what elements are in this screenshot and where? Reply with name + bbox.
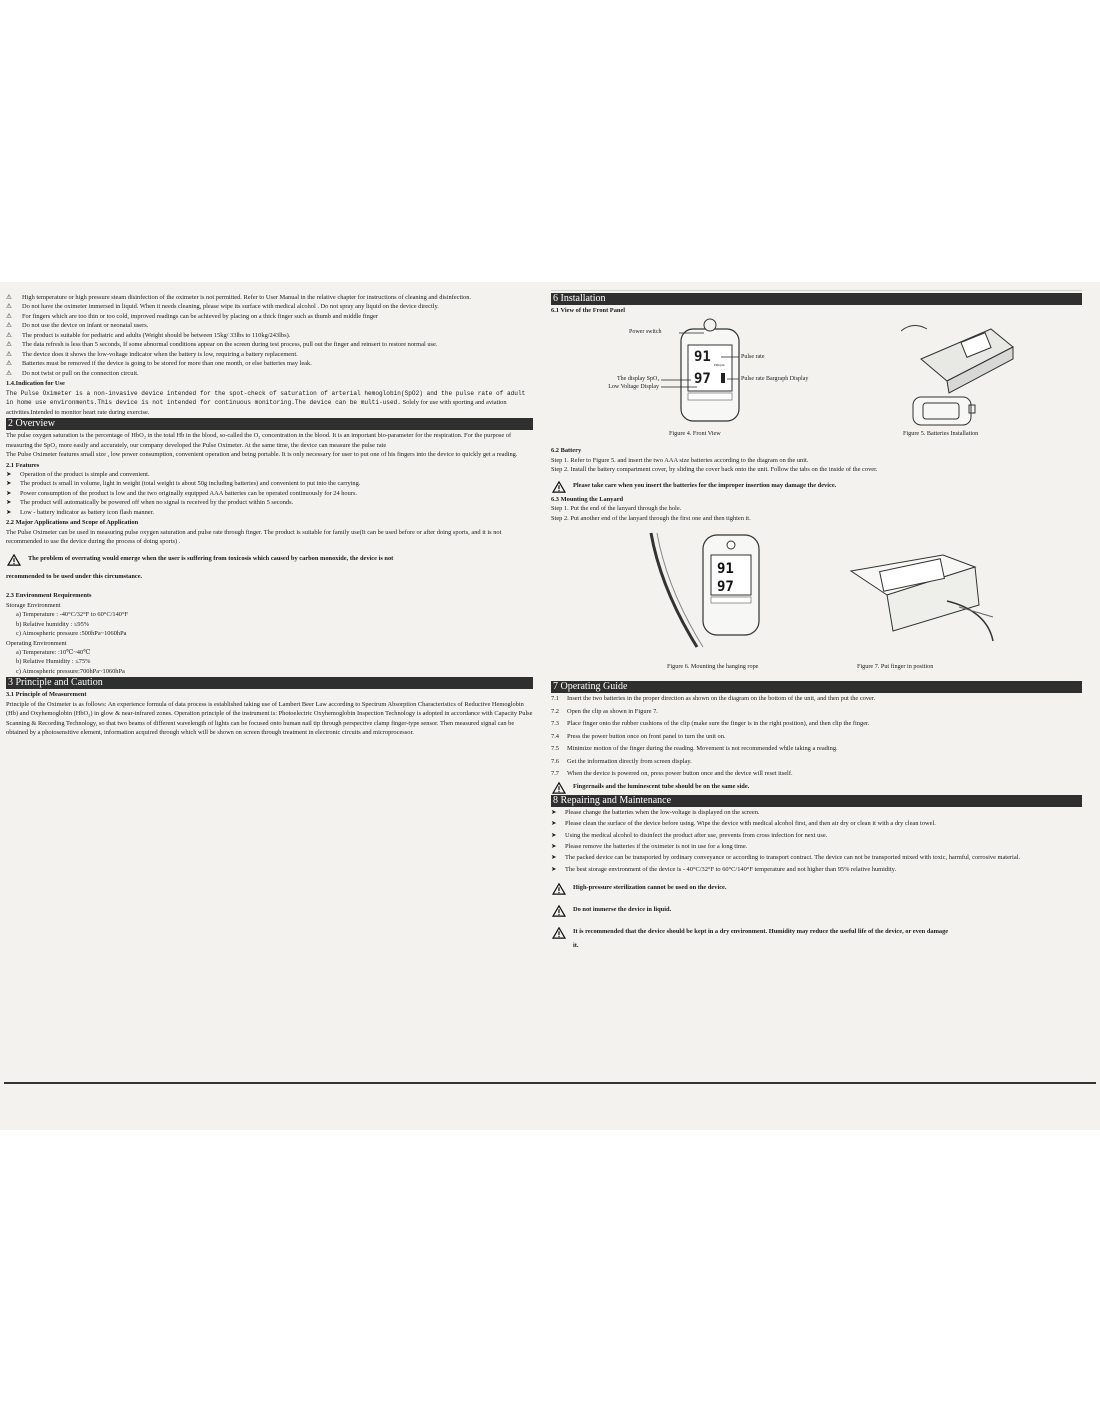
caution-item <box>6 340 533 349</box>
sterilization-warning-text: High-pressure sterilization cannot be used on the device. <box>573 884 727 892</box>
battery-step: Step 1. Refer to Figure 5. and insert the two AAA size batteries according to the diagram on the unit. <box>551 456 809 464</box>
indication-body: The Pulse Oximeter is a non-invasive device intended for the spot-check of saturation of arterial hemoglobin(SpO2) and the pulse rate of adult in home use environments.This device is not intended for continuous monitoring.The device can be multi-used. <box>6 389 526 407</box>
operating-step-text: Place finger onto the rubber cushions of the clip (make sure the finger is in the right position), and then clip the finger. <box>567 720 870 728</box>
right-column <box>551 282 1082 951</box>
features-list <box>6 470 533 517</box>
feature-text: The product is small in volume, light in weight (total weight is about 50g including batteries) and convenient to put into the carrying. <box>20 480 361 488</box>
caution-icon: ⚠ <box>6 294 12 301</box>
operating-step-text: Open the clip as shown in Figure 7. <box>567 707 658 715</box>
caution-item-text: The device does it shows the low-voltage indicator when the battery is low, requiring a battery replacement. <box>22 350 298 358</box>
operating-step <box>551 694 1082 703</box>
operating-step-number: 7.6 <box>551 757 559 765</box>
figure-row-front-view <box>551 315 1082 445</box>
repair-item <box>551 853 1082 862</box>
feature-item <box>6 470 533 479</box>
section-title-overview: 2 Overview <box>6 418 533 430</box>
operating-env-item: b) Relative Humidity : ≤75% <box>16 658 91 666</box>
arrow-bullet-icon: ➤ <box>6 470 12 478</box>
warning-triangle-icon <box>551 927 567 939</box>
sterilization-warning <box>551 883 1082 895</box>
section-title-principle: 3 Principle and Caution <box>6 677 533 689</box>
screen-unit: PRbpm <box>714 363 725 368</box>
section-title-operating: 7 Operating Guide <box>551 681 1082 693</box>
bottom-rule <box>4 1082 1096 1084</box>
battery-warning <box>551 481 1082 493</box>
repair-item-text: The packed device can be transported by ordinary conveyance or according to transport contract. The device can not be transported mixed with toxic, harmful, corrosive material. <box>565 854 1021 862</box>
co-warning-line-2: recommended to be used under this circumstance. <box>6 572 143 580</box>
arrow-bullet-icon: ➤ <box>6 499 12 507</box>
feature-item <box>6 479 533 488</box>
caution-icon: ⚠ <box>6 322 12 330</box>
finger-in-position-diagram <box>847 541 997 651</box>
environment-heading: 2.3 Environment Requirements <box>6 592 92 600</box>
lanyard-step: Step 2. Put another end of the lanyard through the first one and then tighten it. <box>551 514 751 522</box>
caution-icon: ⚠ <box>6 350 12 358</box>
caution-item <box>6 293 533 302</box>
arrow-bullet-icon: ➤ <box>6 489 12 497</box>
arrow-bullet-icon: ➤ <box>551 842 557 850</box>
front-panel-heading: 6.1 View of the Front Panel <box>551 307 626 314</box>
feature-text: Power consumption of the product is low and the two originally equipped AAA batteries can be operated continuously for 24 hours. <box>20 489 358 497</box>
warning-triangle-icon <box>551 481 567 493</box>
repair-list <box>551 808 1082 875</box>
caution-icon: ⚠ <box>6 312 12 320</box>
feature-item <box>6 508 533 517</box>
arrow-bullet-icon: ➤ <box>551 865 557 873</box>
operating-env-item: a) Temperature: :10℃~40℃ <box>16 649 91 656</box>
arrow-bullet-icon: ➤ <box>551 808 557 816</box>
co-warning <box>6 554 533 566</box>
operating-step-number: 7.4 <box>551 732 559 740</box>
caution-item <box>6 302 533 311</box>
operating-step <box>551 769 1082 778</box>
battery-warning-text: Please take care when you insert the batteries for the improper insertion may damage the device. <box>573 481 837 489</box>
svg-text:97: 97 <box>717 579 734 596</box>
caution-item <box>6 350 533 359</box>
arrow-bullet-icon: ➤ <box>6 480 12 488</box>
operating-env-item: c) Atmospheric pressure:700hPa~1060hPa <box>16 667 125 675</box>
operating-step <box>551 757 1082 766</box>
storage-item: c) Atmospheric pressure :500hPa~1060hPa <box>16 630 127 638</box>
dry-environment-warning <box>551 927 1082 939</box>
left-column <box>6 282 533 738</box>
feature-text: Low - battery indicator as battery icon flash manner. <box>20 508 154 516</box>
arrow-bullet-icon: ➤ <box>551 854 557 862</box>
operating-step-number: 7.7 <box>551 770 559 778</box>
features-heading: 2.1 Features <box>6 461 40 469</box>
overview-paragraph-1: The pulse oxygen saturation is the percentage of HbO₂ in the total Hb in the blood, so-called the O₂ concentration in the blood. It is an important bio-parameter for the respiration. For the purpose of measuring the SpO₂ more easily and accurately, our company developed the Pulse Oximeter. At the same time, the device can measure the pulse rate <box>6 432 512 449</box>
caution-item-text: The data refresh is less than 5 seconds, If some abnormal conditions appear on the screen during test process, pull out the finger and reinsert to restore normal use. <box>22 341 438 349</box>
operating-step <box>551 707 1082 716</box>
caution-icon: ⚠ <box>6 360 12 368</box>
caution-item-text: Do not twist or pull on the connection circuit. <box>22 369 139 377</box>
repair-item-text: Please remove the batteries if the oximeter is not in use for a long time. <box>565 842 748 850</box>
operating-step <box>551 732 1082 741</box>
indication-text <box>6 389 533 417</box>
applications-heading: 2.2 Major Applications and Scope of Application <box>6 519 139 527</box>
repair-item <box>551 808 1082 817</box>
storage-item: b) Relative humidity : ≤95% <box>16 620 90 628</box>
operating-list <box>6 648 533 676</box>
applications-text: The Pulse Oximeter can be used in measuring pulse oxygen saturation and pulse rate through finger. The product is suitable for family use(It can be used before or after doing sports, and it is not recommended to use the device during the process of doing sports) . <box>6 528 502 546</box>
caution-item-text: Do not have the oximeter immersed in liquid. When it needs cleaning, please wipe its surface with medical alcohol . Do not spray any liquid on the device directly. <box>22 303 439 311</box>
warning-triangle-icon <box>551 782 567 794</box>
overview-paragraph-2: The Pulse Oximeter features small size , low power consumption, convenient operation and being portable. It is only necessary for user to put one of his fingers into the device to quickly get a reading. <box>6 451 518 459</box>
fingernail-warning <box>551 782 1082 794</box>
caution-list <box>6 293 533 378</box>
operating-step-text: When the device is powered on, press power button once and the device will reset itself. <box>567 770 793 778</box>
operating-step-number: 7.5 <box>551 745 559 753</box>
warning-triangle-icon <box>6 554 22 566</box>
measurement-text: Principle of the Oximeter is as follows: An experience formula of data process is established taking use of Lambert Beer Law according to Spectrum Absorption Characteristics of Reductive Hemoglobin (Hb) and Oxyhemoglobin (HbO₂) in glow & near-infrared zones. Operation principle of the instrument is: Photoelectric Oxyhemoglobin Inspection Technology is adopted in accordance with Capacity Pulse Scanning & Recording Technology, so that two beams of different wavelength of lights can be focused onto human nail tip through perspective clamp finger-type sensor. Then measured signal can be obtained by a photosensitive element, information acquired through which will be shown on screen through treatment in electronic circuits and microprocessor. <box>6 700 533 737</box>
lanyard-diagram <box>641 529 791 659</box>
measurement-heading: 3.1 Principle of Measurement <box>6 691 87 699</box>
storage-label: Storage Environment <box>6 601 61 609</box>
caution-icon: ⚠ <box>6 331 12 339</box>
figure-4-caption: Figure 4. Front View <box>669 430 721 438</box>
operating-step-number: 7.3 <box>551 720 559 728</box>
label-display-spo2: The display SpO₂ <box>617 376 660 383</box>
operating-step-text: Minimize motion of the finger during the reading. Movement is not recommended while taking a reading. <box>567 745 838 753</box>
lanyard-steps <box>551 504 1082 523</box>
screen-pr-value: 97 <box>694 371 711 388</box>
caution-item <box>6 312 533 321</box>
operating-step <box>551 719 1082 728</box>
label-low-voltage: Low Voltage Display <box>608 384 659 391</box>
figure-7-caption: Figure 7. Put finger in position <box>857 663 934 671</box>
repair-item-text: Please clean the surface of the device before using. Wipe the device with medical alcohol first, and then air dry or clean it with a dry clean towel. <box>565 820 936 828</box>
operating-step-text: Get the information directly from screen display. <box>567 757 692 765</box>
caution-item-text: For fingers which are too thin or too cold, improved readings can be achieved by placing on a thick finger such as thumb and middle finger <box>22 312 379 320</box>
battery-installation-diagram <box>901 319 1041 431</box>
battery-steps <box>551 456 1082 475</box>
lanyard-step: Step 1. Put the end of the lanyard through the hole. <box>551 505 682 513</box>
arrow-bullet-icon: ➤ <box>551 831 557 839</box>
caution-item-text: The product is suitable for pediatric and adults (Weight should be between 15kg/ 33lbs to 110kg/243lbs). <box>22 331 291 339</box>
scanned-sheet <box>0 282 1100 1130</box>
operating-step-number: 7.1 <box>551 695 559 703</box>
caution-item <box>6 359 533 368</box>
caution-item <box>6 331 533 340</box>
caution-icon: ⚠ <box>6 303 12 311</box>
figure-row-lanyard <box>551 523 1082 673</box>
caution-item <box>6 321 533 330</box>
repair-item-text: Using the medical alcohol to disinfect the product after use, prevents from cross infection for next use. <box>565 831 828 839</box>
caution-item <box>6 369 533 378</box>
operating-step-number: 7.2 <box>551 707 559 715</box>
immerse-warning-text: Do not immerse the device in liquid. <box>573 906 672 914</box>
caution-item-text: Batteries must be removed if the device is going to be stored for more than one month, or else batteries may leak. <box>22 360 312 368</box>
feature-item <box>6 498 533 507</box>
feature-text: Operation of the product is simple and convenient. <box>20 470 150 478</box>
feature-item <box>6 489 533 498</box>
caution-icon: ⚠ <box>6 341 12 349</box>
repair-item <box>551 819 1082 828</box>
battery-heading: 6.2 Battery <box>551 447 582 455</box>
screen-spo2-value: 91 <box>694 349 711 366</box>
storage-list <box>6 610 533 638</box>
repair-item <box>551 831 1082 840</box>
lanyard-heading: 6.3 Mounting the Lanyard <box>551 495 624 503</box>
caution-icon: ⚠ <box>6 369 12 377</box>
immerse-warning <box>551 905 1082 917</box>
operating-label: Operating Environment <box>6 639 67 647</box>
feature-text: The product will automatically be powered off when no signal is received by the product within 5 seconds. <box>20 499 294 507</box>
repair-item-text: Please change the batteries when the low-voltage is displayed on the screen. <box>565 808 760 816</box>
co-warning-line-1: The problem of overrating would emerge when the user is suffering from toxicosis which caused by carbon monoxide, the device is not <box>28 554 394 562</box>
figure-6-caption: Figure 6. Mounting the hanging rope <box>667 663 759 671</box>
section-title-installation: 6 Installation <box>551 293 1082 305</box>
battery-step: Step 2. Install the battery compartment cover, by sliding the cover back onto the unit. Follow the tabs on the inside of the cover. <box>551 466 878 474</box>
arrow-bullet-icon: ➤ <box>6 508 12 516</box>
storage-item: a) Temperature : -40°C/32°F to 60°C/140°F <box>16 611 129 619</box>
dry-warning-line-1: It is recommended that the device should be kept in a dry environment. Humidity may reduce the useful life of the device, or even damage <box>573 928 949 936</box>
indication-tail: Solely for use with sporting and aviation activities.Intended to monitor heart rate during exercise. <box>6 399 507 416</box>
warning-triangle-icon <box>551 905 567 917</box>
figure-5-caption: Figure 5. Batteries Installation <box>903 430 979 438</box>
caution-item-text: Do not use the device on infant or neonatal users. <box>22 322 149 330</box>
label-pulse-rate: Pulse rate <box>741 354 765 361</box>
operating-step-text: Press the power button once on front panel to turn the unit on. <box>567 732 726 740</box>
repair-item <box>551 865 1082 874</box>
repair-item-text: The best storage environment of the device is - 40°C/32°F to 60°C/140°F temperature and not higher than 95% relative humidity. <box>565 865 897 873</box>
label-pulse-bargraph: Pulse rate Bargraph Display <box>741 376 809 383</box>
svg-text:91: 91 <box>717 561 734 578</box>
operating-step-text: Insert the two batteries in the proper direction as shown on the diagram on the bottom of the unit, and then put the cover. <box>567 695 876 703</box>
indication-heading: 1.4.Indication for Use <box>6 380 65 388</box>
section-title-repair: 8 Repairing and Maintenance <box>551 795 1082 807</box>
dry-warning-line-2: it. <box>573 942 579 950</box>
label-power-switch: Power switch <box>629 329 662 336</box>
warning-triangle-icon <box>551 883 567 895</box>
cut-off-top-line <box>551 282 1082 291</box>
operating-steps <box>551 694 1082 778</box>
caution-item-text: High temperature or high pressure steam disinfection of the oximeter is not permitted. Refer to User Manual in the relative chapter for instructions of cleaning and disinfection. <box>22 294 471 301</box>
operating-step <box>551 744 1082 753</box>
repair-item <box>551 842 1082 851</box>
arrow-bullet-icon: ➤ <box>551 820 557 828</box>
fingernail-warning-text: Fingernails and the luminescent tube should be on the same side. <box>573 782 750 790</box>
